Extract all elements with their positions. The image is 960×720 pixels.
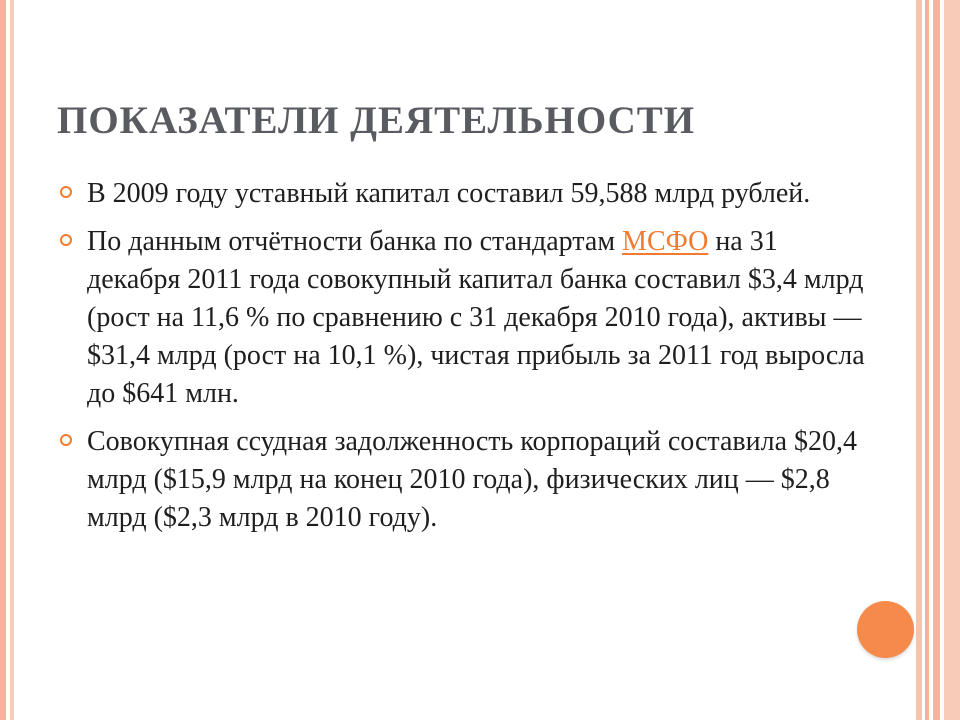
bullet-item (57, 223, 877, 413)
bullet-text: По данным отчётности банка по стандартам (87, 226, 623, 257)
bullet-circle-icon (60, 234, 72, 246)
right-border-stripe (933, 0, 940, 720)
bullet-text: В 2009 году уставный капитал составил 59,588 млрд рублей. (87, 178, 811, 209)
left-border-stripe (0, 0, 6, 720)
right-border-stripe (944, 0, 960, 720)
left-border-stripe-inner (10, 0, 14, 720)
msfo-link[interactable]: МСФО (622, 226, 709, 257)
bullet-text: на 31 декабря 2011 года совокупный капитал банка составил $3,4 млрд (рост на 11,6 % по сравнению с 31 декабря 2010 года), активы — $31,4 млрд (рост на 10,1 %), чистая прибыль за 2011 год выросла до $641 млн. (87, 226, 865, 409)
bullet-item (57, 423, 877, 537)
slide-title: ПОКАЗАТЕЛИ ДЕЯТЕЛЬНОСТИ (57, 99, 696, 142)
decorative-circle-icon (857, 601, 914, 658)
right-border-stripe (916, 0, 922, 720)
bullet-list (57, 175, 877, 547)
bullet-item (57, 175, 877, 213)
right-border-stripe (925, 0, 929, 720)
bullet-circle-icon (60, 434, 72, 446)
bullet-circle-icon (60, 186, 72, 198)
bullet-text: Совокупная ссудная задолженность корпораций составила $20,4 млрд ($15,9 млрд на конец 2010 года), физических лиц — $2,8 млрд ($2,3 млрд в 2010 году). (87, 426, 857, 533)
